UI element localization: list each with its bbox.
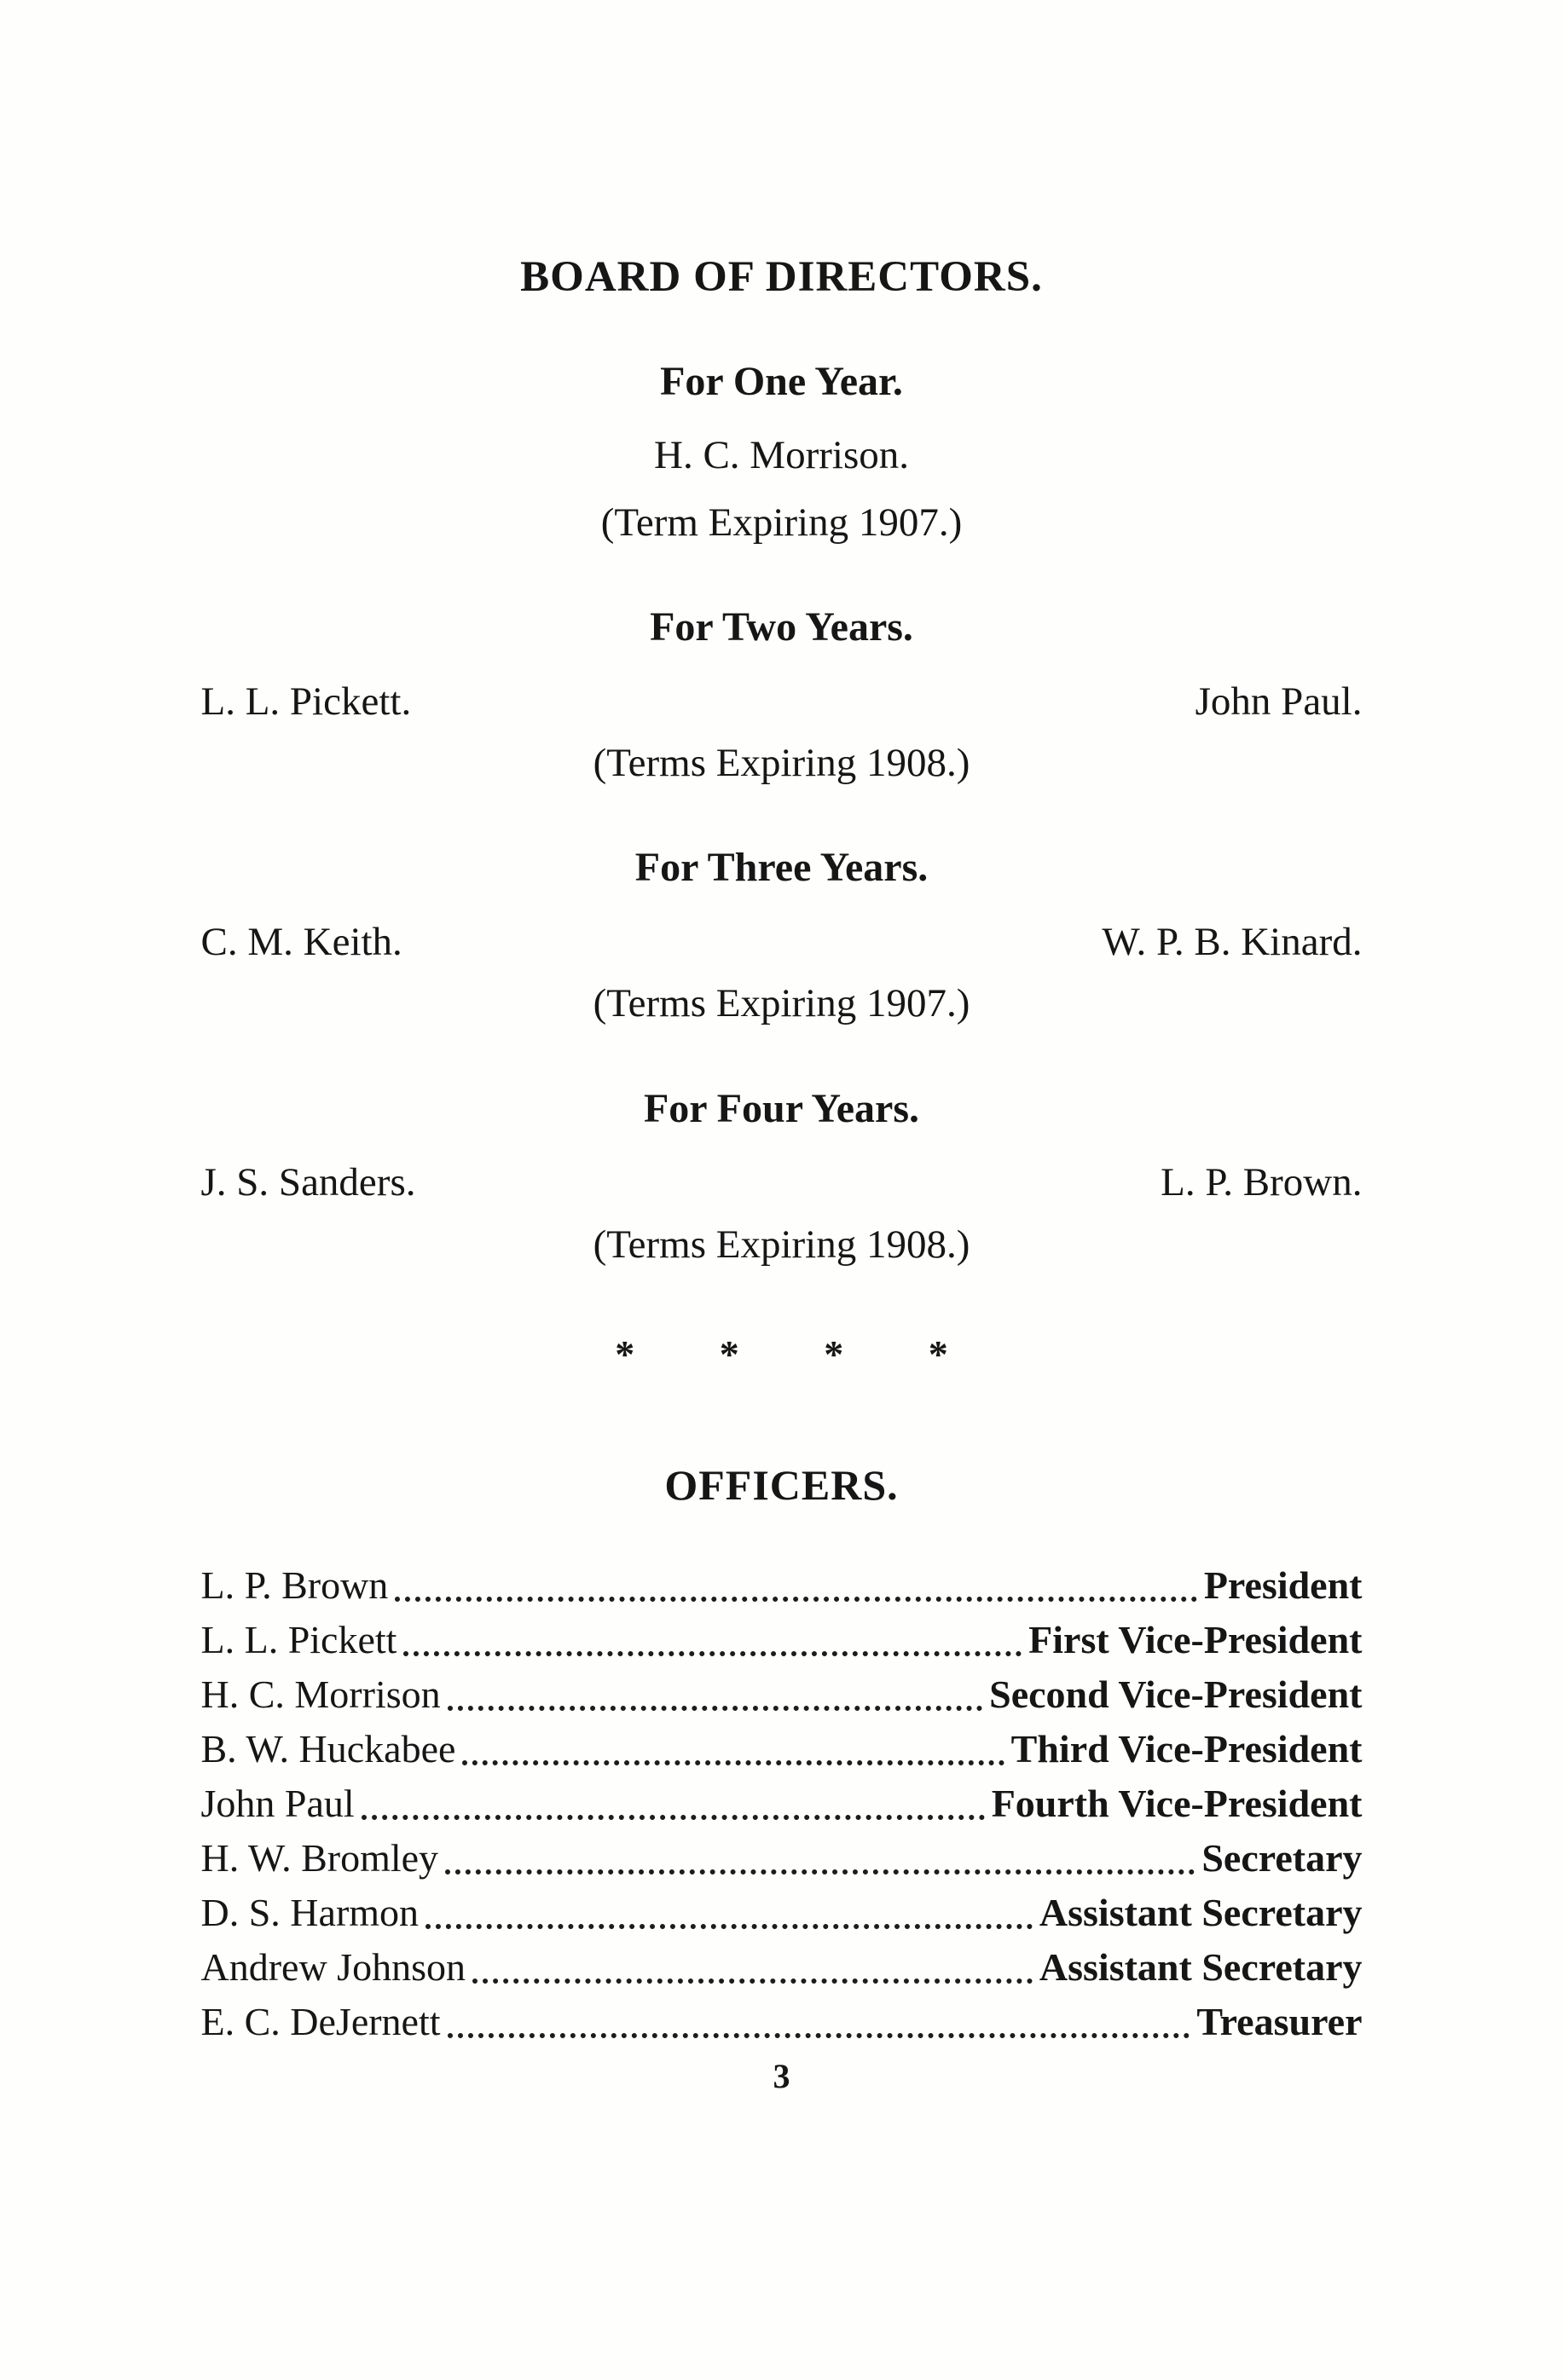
director-name: John Paul. <box>1195 679 1363 724</box>
officer-row <box>201 1613 1363 1667</box>
director-name: J. S. Sanders. <box>200 1160 416 1205</box>
term-note: (Terms Expiring 1908.) <box>593 741 970 785</box>
dot-leader <box>362 1815 985 1820</box>
officer-name: H. C. Morrison <box>200 1672 441 1717</box>
director-name-row <box>201 678 1363 725</box>
term-note: (Terms Expiring 1907.) <box>593 981 970 1026</box>
director-name: W. P. B. Kinard. <box>1102 919 1363 964</box>
officer-name: L. L. Pickett <box>200 1618 397 1662</box>
officer-name: D. S. Harmon <box>200 1891 420 1935</box>
board-section-four-years <box>201 1084 1363 1268</box>
officer-name: L. P. Brown <box>200 1563 389 1608</box>
dot-leader <box>448 1706 982 1711</box>
officer-row <box>201 1940 1363 1995</box>
director-name: C. M. Keith. <box>200 919 402 964</box>
officer-row <box>201 1667 1363 1722</box>
officer-row <box>201 1776 1363 1831</box>
officer-role: Fourth Vice-President <box>991 1782 1363 1826</box>
section-heading: For Two Years. <box>650 604 913 650</box>
dot-leader <box>472 1979 1033 1984</box>
officers-heading: OFFICERS. <box>664 1461 899 1510</box>
officer-role: Assistant Secretary <box>1039 1891 1363 1935</box>
section-heading: For One Year. <box>660 358 903 404</box>
dot-leader <box>403 1651 1022 1656</box>
board-section-three-years <box>201 843 1363 1027</box>
director-name-row <box>201 1158 1363 1206</box>
officer-role: Third Vice-President <box>1010 1727 1363 1771</box>
officer-name: Andrew Johnson <box>200 1945 466 1990</box>
director-name: H. C. Morrison. <box>654 433 909 478</box>
director-name: L. L. Pickett. <box>200 679 412 724</box>
officer-row <box>201 1722 1363 1776</box>
dot-leader <box>445 1869 1195 1875</box>
document-title: BOARD OF DIRECTORS. <box>520 253 1043 301</box>
officer-name: John Paul <box>200 1782 355 1826</box>
officer-name: E. C. DeJernett <box>200 2000 441 2044</box>
director-name: L. P. Brown. <box>1161 1160 1363 1205</box>
officer-role: President <box>1203 1563 1363 1608</box>
section-heading: For Three Years. <box>634 845 929 891</box>
officers-section <box>201 1459 1363 2049</box>
officer-name: H. W. Bromley <box>200 1836 439 1880</box>
officer-name: B. W. Huckabee <box>200 1727 456 1771</box>
officer-row <box>201 1886 1363 1940</box>
dot-leader <box>395 1597 1197 1602</box>
term-note: (Term Expiring 1907.) <box>600 500 963 545</box>
asterisk-separator: * * * * <box>615 1332 948 1377</box>
dot-leader <box>425 1924 1033 1929</box>
scanned-page <box>201 0 1363 2097</box>
officer-role: First Vice-President <box>1028 1618 1363 1662</box>
dot-leader <box>448 2033 1190 2038</box>
page-number: 3 <box>773 2057 790 2096</box>
officer-role: Treasurer <box>1196 2000 1363 2044</box>
officer-role: Secretary <box>1201 1836 1363 1880</box>
term-note: (Terms Expiring 1908.) <box>593 1222 970 1267</box>
officer-row <box>201 1831 1363 1886</box>
officer-role: Assistant Secretary <box>1039 1945 1363 1990</box>
officer-row <box>201 1995 1363 2049</box>
board-section-one-year <box>201 357 1363 546</box>
board-section-two-years <box>201 603 1363 787</box>
dot-leader <box>462 1760 1004 1765</box>
officer-row <box>201 1558 1363 1613</box>
section-heading: For Four Years. <box>643 1085 920 1131</box>
officer-role: Second Vice-President <box>989 1672 1363 1717</box>
director-name-row <box>201 918 1363 966</box>
